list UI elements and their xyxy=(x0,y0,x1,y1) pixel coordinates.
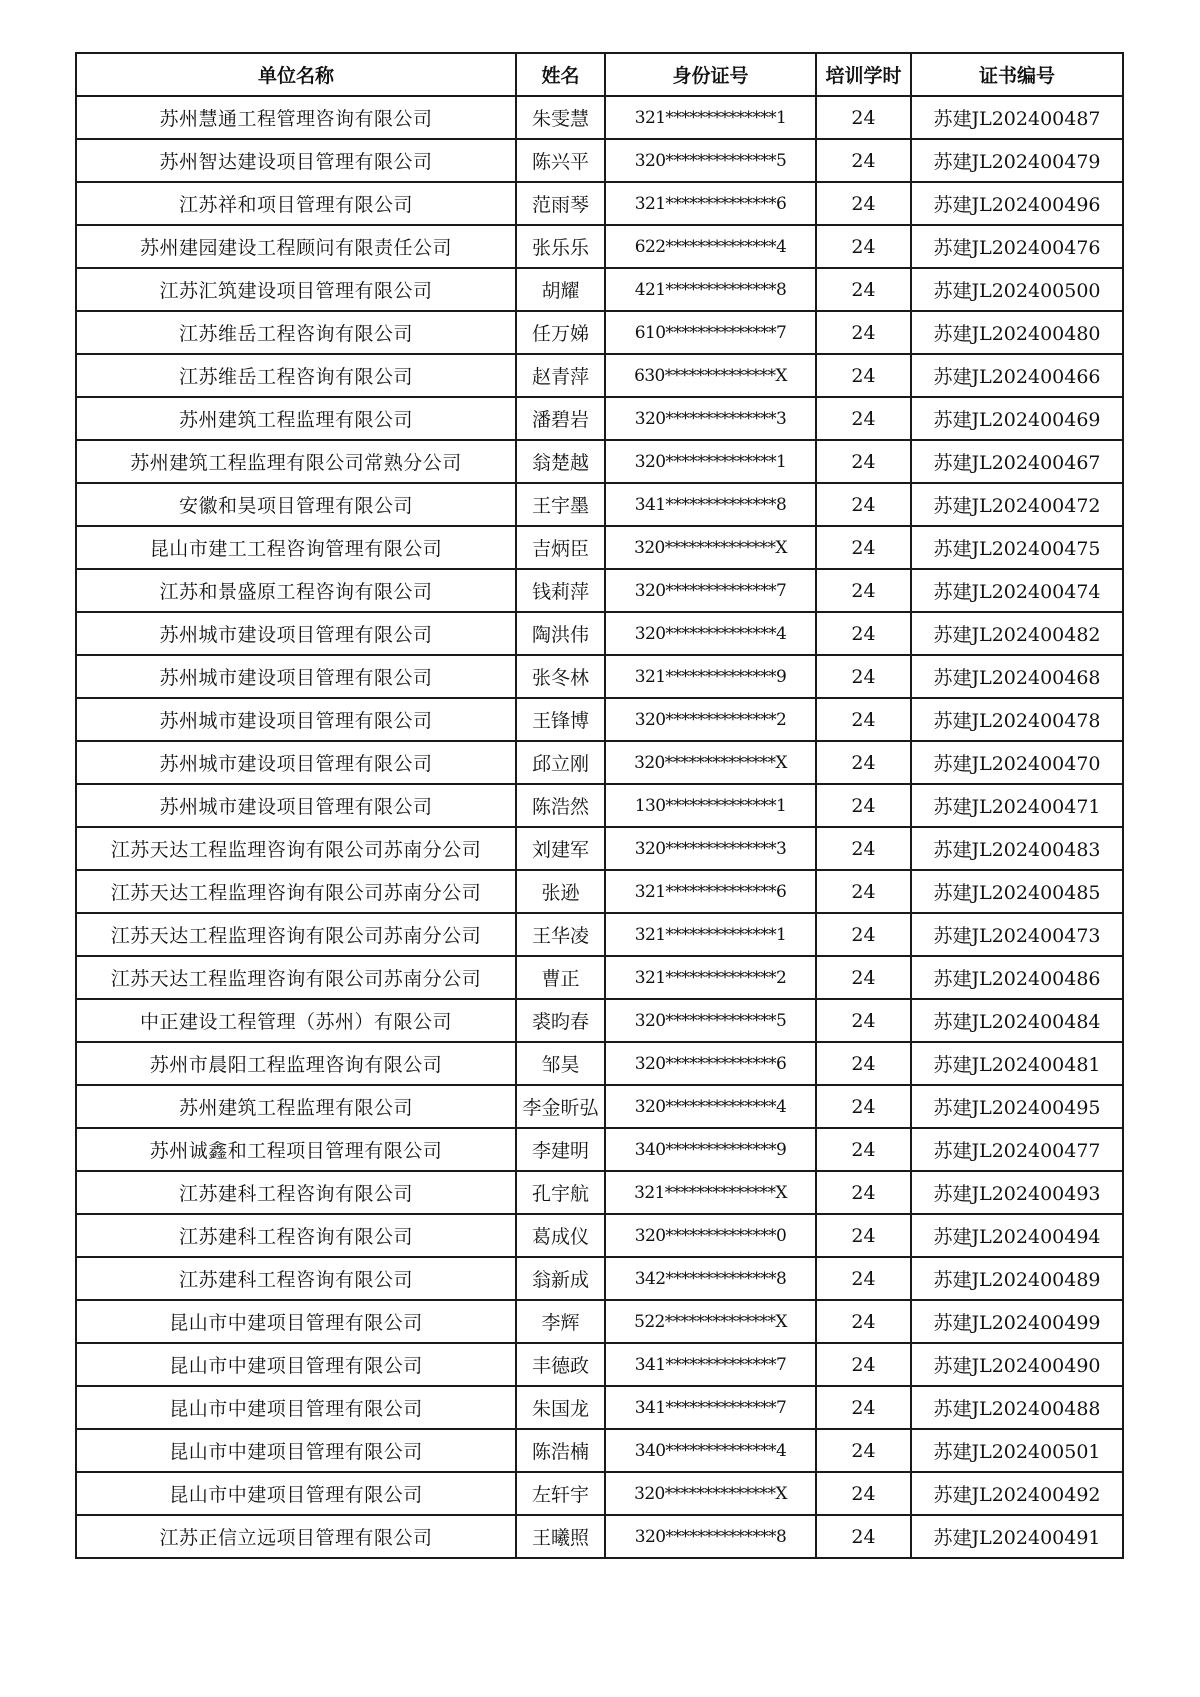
table-row xyxy=(76,1042,1123,1085)
header-person-name: 姓名 xyxy=(516,53,605,96)
table-row xyxy=(76,827,1123,870)
id-number-cell: 321**************9 xyxy=(605,655,816,698)
training-hours-cell: 24 xyxy=(816,96,911,139)
person-name-cell: 潘碧岩 xyxy=(516,397,605,440)
person-name-cell: 王华凌 xyxy=(516,913,605,956)
person-name-cell: 胡耀 xyxy=(516,268,605,311)
training-hours-cell: 24 xyxy=(816,397,911,440)
table-row xyxy=(76,1515,1123,1558)
certificate-number-cell: 苏建JL202400480 xyxy=(911,311,1123,354)
id-number-cell: 341**************8 xyxy=(605,483,816,526)
unit-name-cell: 江苏维岳工程咨询有限公司 xyxy=(76,311,516,354)
table-row xyxy=(76,268,1123,311)
training-hours-cell: 24 xyxy=(816,784,911,827)
training-hours-cell: 24 xyxy=(816,483,911,526)
id-number-cell: 421**************8 xyxy=(605,268,816,311)
unit-name-cell: 江苏天达工程监理咨询有限公司苏南分公司 xyxy=(76,827,516,870)
id-number-cell: 320**************X xyxy=(605,741,816,784)
unit-name-cell: 苏州诚鑫和工程项目管理有限公司 xyxy=(76,1128,516,1171)
id-number-cell: 320**************3 xyxy=(605,397,816,440)
table-row xyxy=(76,1214,1123,1257)
certificate-number-cell: 苏建JL202400501 xyxy=(911,1429,1123,1472)
id-number-cell: 321**************X xyxy=(605,1171,816,1214)
id-number-cell: 320**************7 xyxy=(605,569,816,612)
person-name-cell: 王曦照 xyxy=(516,1515,605,1558)
table-row xyxy=(76,999,1123,1042)
training-hours-cell: 24 xyxy=(816,354,911,397)
id-number-cell: 321**************1 xyxy=(605,913,816,956)
id-number-cell: 342**************8 xyxy=(605,1257,816,1300)
unit-name-cell: 昆山市中建项目管理有限公司 xyxy=(76,1472,516,1515)
person-name-cell: 张冬林 xyxy=(516,655,605,698)
unit-name-cell: 苏州慧通工程管理咨询有限公司 xyxy=(76,96,516,139)
table-row xyxy=(76,1472,1123,1515)
person-name-cell: 翁楚越 xyxy=(516,440,605,483)
person-name-cell: 李辉 xyxy=(516,1300,605,1343)
unit-name-cell: 苏州城市建设项目管理有限公司 xyxy=(76,655,516,698)
person-name-cell: 曹正 xyxy=(516,956,605,999)
certificate-number-cell: 苏建JL202400474 xyxy=(911,569,1123,612)
unit-name-cell: 安徽和昊项目管理有限公司 xyxy=(76,483,516,526)
certificate-number-cell: 苏建JL202400467 xyxy=(911,440,1123,483)
unit-name-cell: 苏州建园建设工程顾问有限责任公司 xyxy=(76,225,516,268)
unit-name-cell: 江苏和景盛原工程咨询有限公司 xyxy=(76,569,516,612)
training-hours-cell: 24 xyxy=(816,1214,911,1257)
person-name-cell: 钱莉萍 xyxy=(516,569,605,612)
id-number-cell: 320**************X xyxy=(605,1472,816,1515)
person-name-cell: 裘昀春 xyxy=(516,999,605,1042)
table-row xyxy=(76,182,1123,225)
person-name-cell: 邱立刚 xyxy=(516,741,605,784)
certificate-number-cell: 苏建JL202400484 xyxy=(911,999,1123,1042)
training-hours-cell: 24 xyxy=(816,1128,911,1171)
person-name-cell: 左轩宇 xyxy=(516,1472,605,1515)
unit-name-cell: 昆山市中建项目管理有限公司 xyxy=(76,1300,516,1343)
unit-name-cell: 昆山市中建项目管理有限公司 xyxy=(76,1343,516,1386)
person-name-cell: 陶洪伟 xyxy=(516,612,605,655)
header-certificate-number: 证书编号 xyxy=(911,53,1123,96)
certificate-number-cell: 苏建JL202400492 xyxy=(911,1472,1123,1515)
table-row xyxy=(76,440,1123,483)
training-hours-cell: 24 xyxy=(816,225,911,268)
header-training-hours: 培训学时 xyxy=(816,53,911,96)
table-row xyxy=(76,1257,1123,1300)
unit-name-cell: 江苏天达工程监理咨询有限公司苏南分公司 xyxy=(76,956,516,999)
table-row xyxy=(76,612,1123,655)
header-id-number: 身份证号 xyxy=(605,53,816,96)
unit-name-cell: 江苏汇筑建设项目管理有限公司 xyxy=(76,268,516,311)
id-number-cell: 130**************1 xyxy=(605,784,816,827)
training-hours-cell: 24 xyxy=(816,612,911,655)
person-name-cell: 任万娣 xyxy=(516,311,605,354)
training-hours-cell: 24 xyxy=(816,1386,911,1429)
person-name-cell: 丰德政 xyxy=(516,1343,605,1386)
unit-name-cell: 江苏建科工程咨询有限公司 xyxy=(76,1214,516,1257)
certificate-number-cell: 苏建JL202400470 xyxy=(911,741,1123,784)
certificate-number-cell: 苏建JL202400481 xyxy=(911,1042,1123,1085)
unit-name-cell: 苏州建筑工程监理有限公司常熟分公司 xyxy=(76,440,516,483)
training-hours-cell: 24 xyxy=(816,139,911,182)
unit-name-cell: 江苏天达工程监理咨询有限公司苏南分公司 xyxy=(76,913,516,956)
table-row xyxy=(76,1343,1123,1386)
training-hours-cell: 24 xyxy=(816,268,911,311)
unit-name-cell: 苏州城市建设项目管理有限公司 xyxy=(76,741,516,784)
unit-name-cell: 江苏天达工程监理咨询有限公司苏南分公司 xyxy=(76,870,516,913)
unit-name-cell: 苏州城市建设项目管理有限公司 xyxy=(76,784,516,827)
table-row xyxy=(76,1171,1123,1214)
person-name-cell: 李建明 xyxy=(516,1128,605,1171)
training-hours-cell: 24 xyxy=(816,1042,911,1085)
table-row xyxy=(76,225,1123,268)
certificate-number-cell: 苏建JL202400495 xyxy=(911,1085,1123,1128)
training-hours-cell: 24 xyxy=(816,956,911,999)
certificate-number-cell: 苏建JL202400472 xyxy=(911,483,1123,526)
table-row xyxy=(76,784,1123,827)
unit-name-cell: 昆山市中建项目管理有限公司 xyxy=(76,1386,516,1429)
certificate-number-cell: 苏建JL202400487 xyxy=(911,96,1123,139)
unit-name-cell: 江苏正信立远项目管理有限公司 xyxy=(76,1515,516,1558)
id-number-cell: 320**************6 xyxy=(605,1042,816,1085)
table-row xyxy=(76,397,1123,440)
training-hours-cell: 24 xyxy=(816,1472,911,1515)
unit-name-cell: 昆山市中建项目管理有限公司 xyxy=(76,1429,516,1472)
person-name-cell: 张乐乐 xyxy=(516,225,605,268)
training-hours-cell: 24 xyxy=(816,440,911,483)
certificate-number-cell: 苏建JL202400494 xyxy=(911,1214,1123,1257)
person-name-cell: 翁新成 xyxy=(516,1257,605,1300)
table-row xyxy=(76,956,1123,999)
table-row xyxy=(76,655,1123,698)
id-number-cell: 320**************X xyxy=(605,526,816,569)
training-hours-cell: 24 xyxy=(816,1085,911,1128)
unit-name-cell: 苏州智达建设项目管理有限公司 xyxy=(76,139,516,182)
certificate-number-cell: 苏建JL202400469 xyxy=(911,397,1123,440)
person-name-cell: 陈浩楠 xyxy=(516,1429,605,1472)
certificate-number-cell: 苏建JL202400488 xyxy=(911,1386,1123,1429)
certificate-number-cell: 苏建JL202400491 xyxy=(911,1515,1123,1558)
id-number-cell: 320**************2 xyxy=(605,698,816,741)
table-row xyxy=(76,1128,1123,1171)
person-name-cell: 李金昕弘 xyxy=(516,1085,605,1128)
training-hours-cell: 24 xyxy=(816,311,911,354)
unit-name-cell: 中正建设工程管理（苏州）有限公司 xyxy=(76,999,516,1042)
certificate-number-cell: 苏建JL202400476 xyxy=(911,225,1123,268)
table-row xyxy=(76,483,1123,526)
id-number-cell: 321**************1 xyxy=(605,96,816,139)
unit-name-cell: 江苏建科工程咨询有限公司 xyxy=(76,1257,516,1300)
training-hours-cell: 24 xyxy=(816,1429,911,1472)
id-number-cell: 340**************9 xyxy=(605,1128,816,1171)
certificate-number-cell: 苏建JL202400485 xyxy=(911,870,1123,913)
training-hours-cell: 24 xyxy=(816,827,911,870)
certificate-number-cell: 苏建JL202400490 xyxy=(911,1343,1123,1386)
training-certificate-table xyxy=(75,52,1124,1559)
id-number-cell: 320**************0 xyxy=(605,1214,816,1257)
table-row xyxy=(76,526,1123,569)
table-row xyxy=(76,913,1123,956)
table-row xyxy=(76,1085,1123,1128)
person-name-cell: 张逊 xyxy=(516,870,605,913)
training-hours-cell: 24 xyxy=(816,1257,911,1300)
person-name-cell: 范雨琴 xyxy=(516,182,605,225)
certificate-number-cell: 苏建JL202400482 xyxy=(911,612,1123,655)
training-hours-cell: 24 xyxy=(816,870,911,913)
id-number-cell: 320**************8 xyxy=(605,1515,816,1558)
training-hours-cell: 24 xyxy=(816,182,911,225)
training-hours-cell: 24 xyxy=(816,913,911,956)
person-name-cell: 陈浩然 xyxy=(516,784,605,827)
certificate-number-cell: 苏建JL202400473 xyxy=(911,913,1123,956)
header-row xyxy=(76,53,1123,96)
unit-name-cell: 苏州城市建设项目管理有限公司 xyxy=(76,612,516,655)
person-name-cell: 王锋博 xyxy=(516,698,605,741)
table-row xyxy=(76,698,1123,741)
table-row xyxy=(76,741,1123,784)
certificate-number-cell: 苏建JL202400500 xyxy=(911,268,1123,311)
training-hours-cell: 24 xyxy=(816,1343,911,1386)
person-name-cell: 邹昊 xyxy=(516,1042,605,1085)
table-row xyxy=(76,1386,1123,1429)
id-number-cell: 341**************7 xyxy=(605,1386,816,1429)
certificate-number-cell: 苏建JL202400489 xyxy=(911,1257,1123,1300)
id-number-cell: 320**************5 xyxy=(605,999,816,1042)
unit-name-cell: 昆山市建工工程咨询管理有限公司 xyxy=(76,526,516,569)
certificate-number-cell: 苏建JL202400475 xyxy=(911,526,1123,569)
table-row xyxy=(76,1429,1123,1472)
id-number-cell: 321**************2 xyxy=(605,956,816,999)
id-number-cell: 320**************4 xyxy=(605,612,816,655)
certificate-number-cell: 苏建JL202400471 xyxy=(911,784,1123,827)
certificate-number-cell: 苏建JL202400486 xyxy=(911,956,1123,999)
table-row xyxy=(76,1300,1123,1343)
certificate-number-cell: 苏建JL202400479 xyxy=(911,139,1123,182)
training-hours-cell: 24 xyxy=(816,1300,911,1343)
training-hours-cell: 24 xyxy=(816,698,911,741)
unit-name-cell: 江苏建科工程咨询有限公司 xyxy=(76,1171,516,1214)
id-number-cell: 610**************7 xyxy=(605,311,816,354)
training-hours-cell: 24 xyxy=(816,741,911,784)
id-number-cell: 320**************1 xyxy=(605,440,816,483)
header-unit-name: 单位名称 xyxy=(76,53,516,96)
unit-name-cell: 江苏维岳工程咨询有限公司 xyxy=(76,354,516,397)
certificate-number-cell: 苏建JL202400493 xyxy=(911,1171,1123,1214)
training-hours-cell: 24 xyxy=(816,1171,911,1214)
unit-name-cell: 苏州建筑工程监理有限公司 xyxy=(76,397,516,440)
id-number-cell: 630**************X xyxy=(605,354,816,397)
table-row xyxy=(76,311,1123,354)
certificate-number-cell: 苏建JL202400478 xyxy=(911,698,1123,741)
id-number-cell: 321**************6 xyxy=(605,182,816,225)
person-name-cell: 葛成仪 xyxy=(516,1214,605,1257)
certificate-number-cell: 苏建JL202400466 xyxy=(911,354,1123,397)
person-name-cell: 朱雯慧 xyxy=(516,96,605,139)
training-hours-cell: 24 xyxy=(816,1515,911,1558)
id-number-cell: 320**************5 xyxy=(605,139,816,182)
person-name-cell: 朱国龙 xyxy=(516,1386,605,1429)
certificate-number-cell: 苏建JL202400477 xyxy=(911,1128,1123,1171)
unit-name-cell: 苏州市晨阳工程监理咨询有限公司 xyxy=(76,1042,516,1085)
certificate-number-cell: 苏建JL202400496 xyxy=(911,182,1123,225)
table-row xyxy=(76,569,1123,612)
person-name-cell: 吉炳臣 xyxy=(516,526,605,569)
training-hours-cell: 24 xyxy=(816,569,911,612)
person-name-cell: 赵青萍 xyxy=(516,354,605,397)
id-number-cell: 522**************X xyxy=(605,1300,816,1343)
person-name-cell: 刘建军 xyxy=(516,827,605,870)
person-name-cell: 孔宇航 xyxy=(516,1171,605,1214)
id-number-cell: 320**************4 xyxy=(605,1085,816,1128)
table-row xyxy=(76,96,1123,139)
training-hours-cell: 24 xyxy=(816,655,911,698)
id-number-cell: 341**************7 xyxy=(605,1343,816,1386)
id-number-cell: 320**************3 xyxy=(605,827,816,870)
id-number-cell: 622**************4 xyxy=(605,225,816,268)
table-row xyxy=(76,870,1123,913)
training-hours-cell: 24 xyxy=(816,999,911,1042)
table-row xyxy=(76,354,1123,397)
certificate-number-cell: 苏建JL202400468 xyxy=(911,655,1123,698)
id-number-cell: 321**************6 xyxy=(605,870,816,913)
unit-name-cell: 苏州建筑工程监理有限公司 xyxy=(76,1085,516,1128)
certificate-number-cell: 苏建JL202400499 xyxy=(911,1300,1123,1343)
training-hours-cell: 24 xyxy=(816,526,911,569)
person-name-cell: 陈兴平 xyxy=(516,139,605,182)
unit-name-cell: 江苏祥和项目管理有限公司 xyxy=(76,182,516,225)
table-row xyxy=(76,139,1123,182)
id-number-cell: 340**************4 xyxy=(605,1429,816,1472)
certificate-number-cell: 苏建JL202400483 xyxy=(911,827,1123,870)
person-name-cell: 王宇墨 xyxy=(516,483,605,526)
unit-name-cell: 苏州城市建设项目管理有限公司 xyxy=(76,698,516,741)
table-body xyxy=(76,96,1123,1558)
